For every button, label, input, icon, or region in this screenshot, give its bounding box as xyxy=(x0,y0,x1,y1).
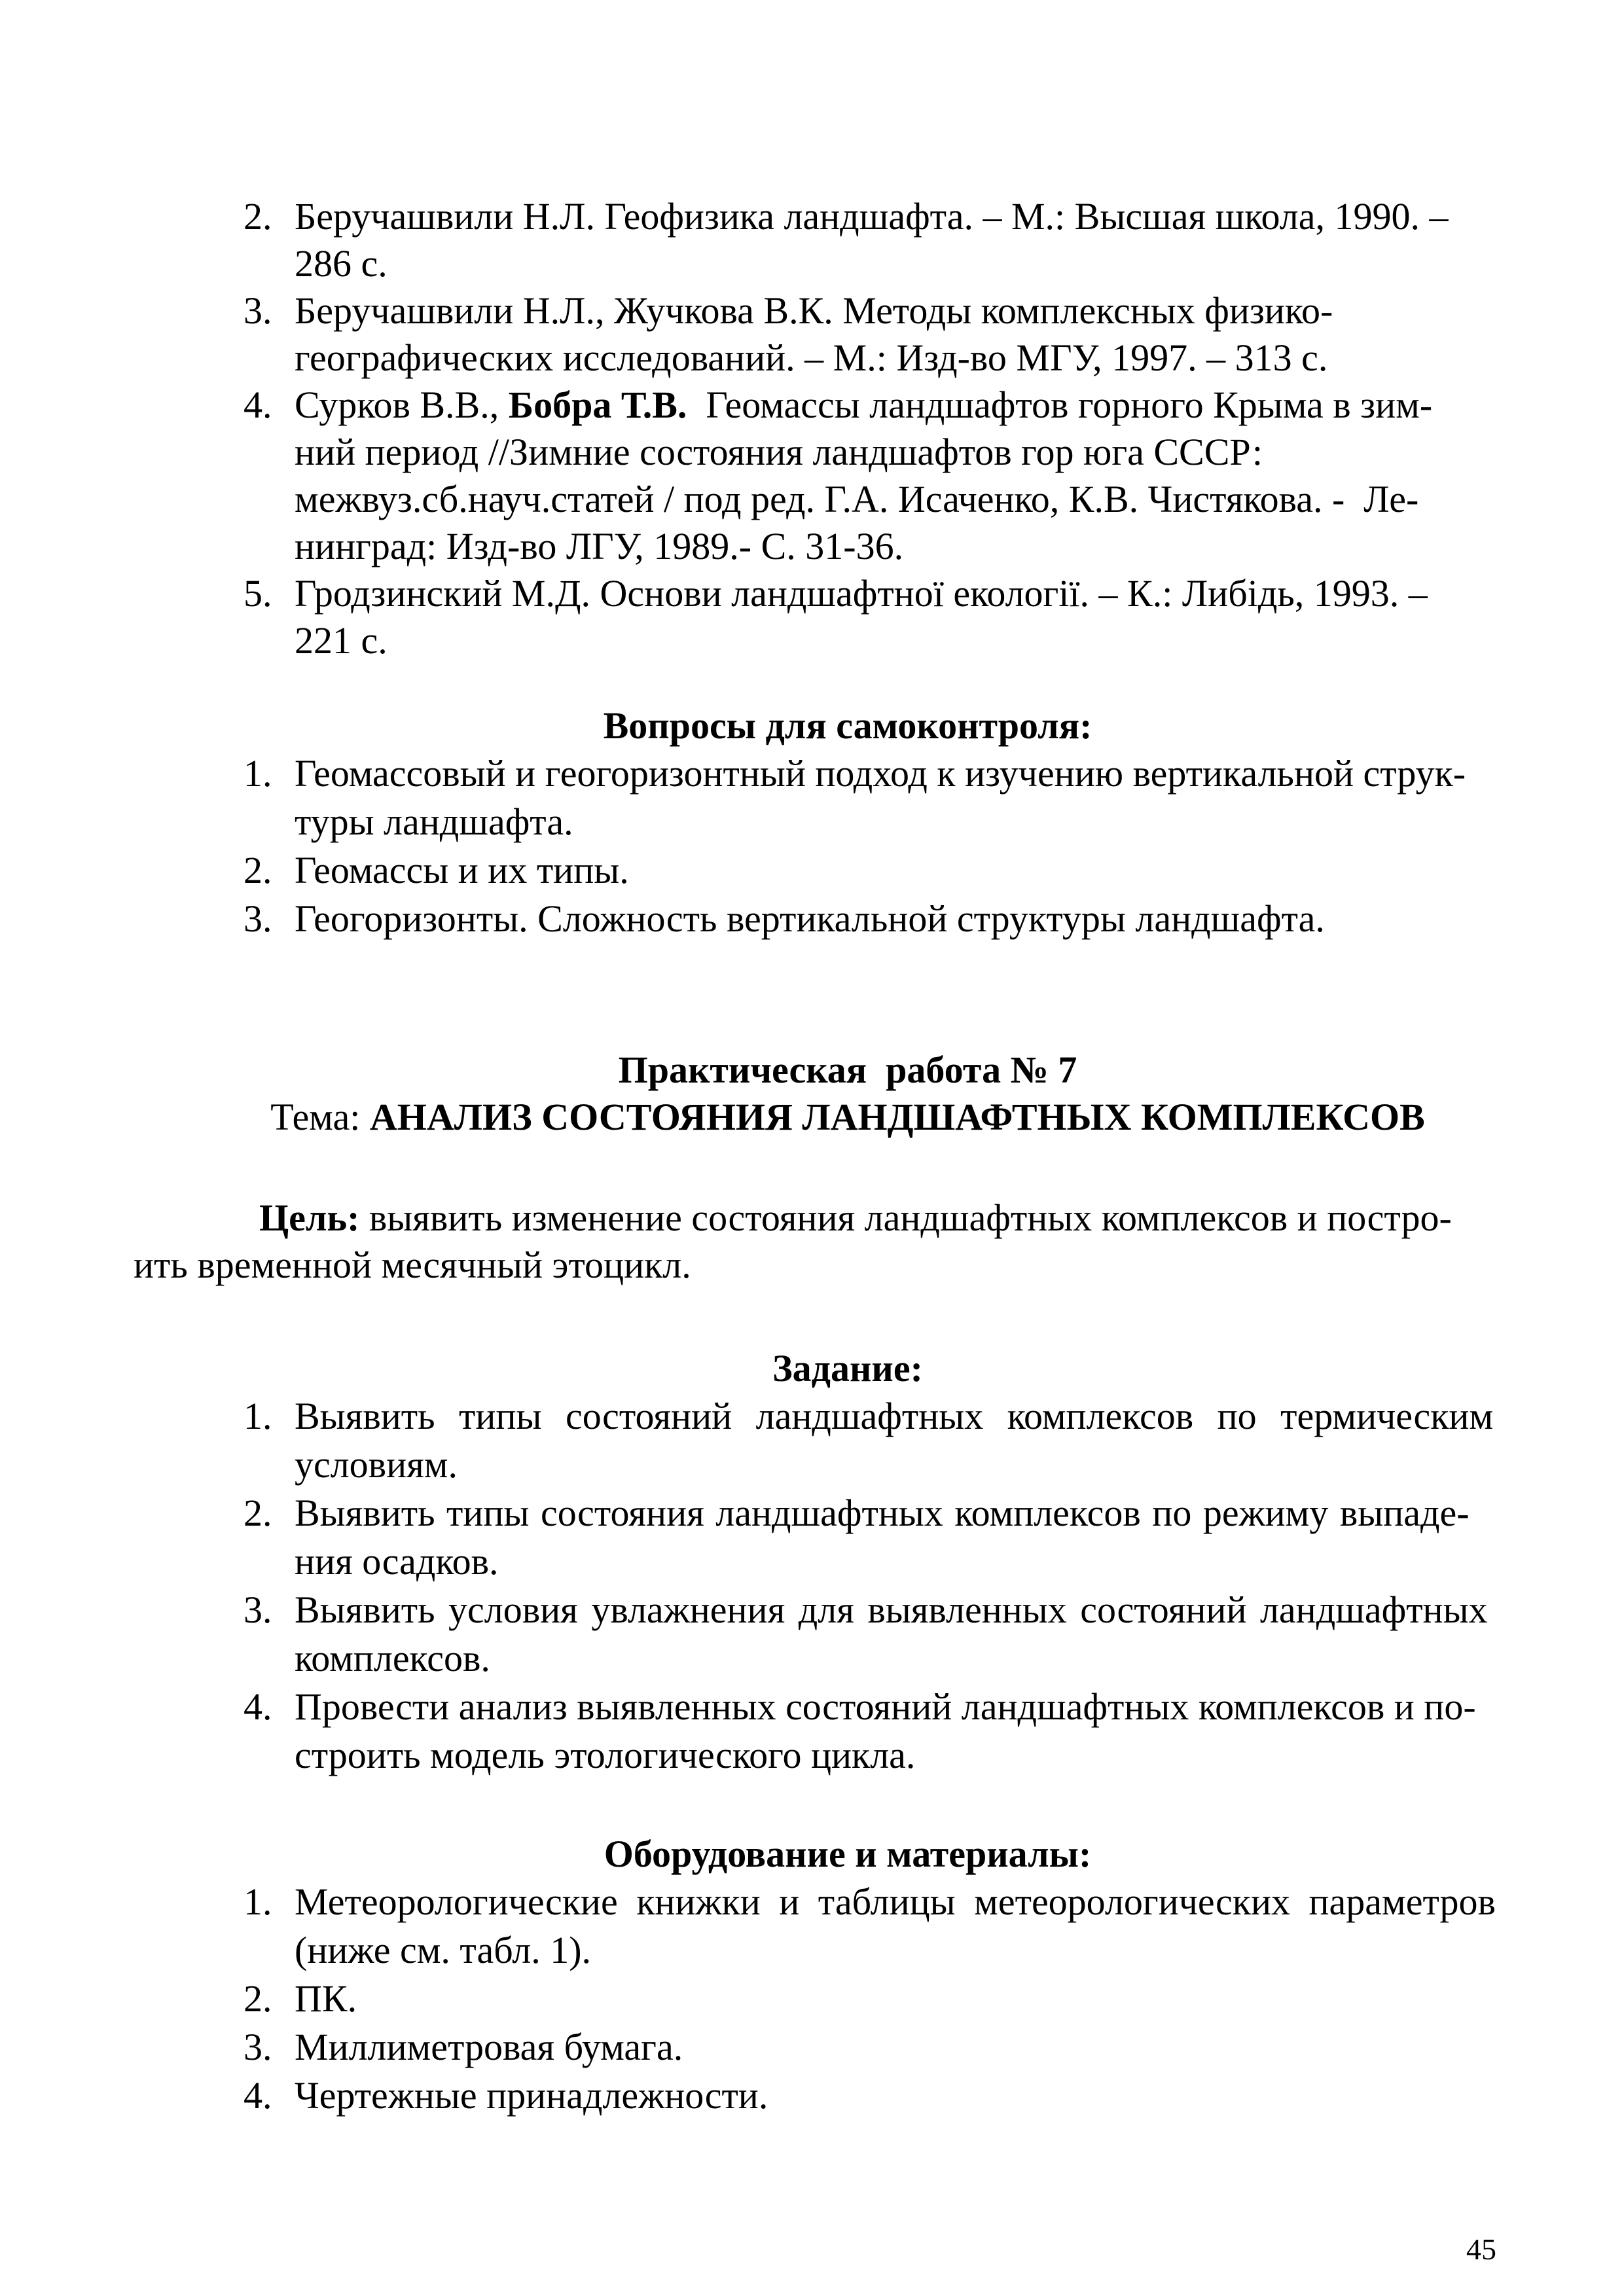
task-line: строить модель этологического цикла. xyxy=(295,1734,916,1776)
equipment-line: ПК. xyxy=(295,1977,357,2020)
equipment-heading: Оборудование и материалы: xyxy=(604,1833,1092,1875)
task-item xyxy=(196,1392,1499,1489)
question-line: Геомассовый и геогоризонтный подход к изучению вертикальной струк- xyxy=(295,752,1466,795)
goal-paragraph xyxy=(134,1194,1499,1289)
reference-line xyxy=(295,382,1499,429)
list-number: 4. xyxy=(244,1685,272,1728)
reference-line: ний период //Зимние состояния ландшафтов гор юга СССР: xyxy=(295,431,1263,473)
questions-list xyxy=(196,749,1499,943)
question-item xyxy=(196,749,1499,846)
task-line: ния осадков. xyxy=(295,1540,499,1583)
question-line: Геогоризонты. Сложность вертикальной структуры ландшафта. xyxy=(295,897,1325,940)
list-number: 3. xyxy=(244,1588,272,1631)
task-line: условиям. xyxy=(295,1443,458,1486)
reference-line: Беручашвили Н.Л. Геофизика ландшафта. – М.: Высшая школа, 1990. – xyxy=(295,195,1449,238)
reference-item xyxy=(196,570,1499,664)
reference-author-bold: Бобра Т.В. xyxy=(508,384,687,426)
reference-line: межвуз.сб.науч.статей / под ред. Г.А. Исаченко, К.В. Чистякова. - Ле- xyxy=(295,478,1419,520)
question-line: туры ландшафта. xyxy=(295,800,573,843)
equipment-line: Метеорологические книжки и таблицы метеорологических параметров xyxy=(295,1880,1496,1923)
page-number: 45 xyxy=(1466,2233,1496,2266)
reference-title: Геомассы ландшафтов горного Крыма в зим- xyxy=(687,384,1433,426)
list-number: 4. xyxy=(244,2074,272,2117)
reference-line: 221 с. xyxy=(295,619,388,662)
page-content xyxy=(134,193,1499,2120)
equipment-item xyxy=(196,1878,1499,1975)
goal-text: выявить изменение состояния ландшафтных комплексов и постро- xyxy=(359,1196,1452,1239)
reference-line: 286 с. xyxy=(295,242,388,285)
task-line: комплексов. xyxy=(295,1637,490,1679)
list-number: 2. xyxy=(244,1977,272,2020)
task-item xyxy=(196,1489,1499,1586)
list-number: 3. xyxy=(244,2026,272,2068)
reference-line: географических исследований. – М.: Изд-во МГУ, 1997. – 313 с. xyxy=(295,336,1328,379)
equipment-line: Чертежные принадлежности. xyxy=(295,2074,768,2117)
equipment-item xyxy=(196,1975,1499,2023)
references-list xyxy=(196,193,1499,664)
questions-heading: Вопросы для самоконтроля: xyxy=(603,704,1092,747)
task-item xyxy=(196,1683,1499,1780)
list-number: 4. xyxy=(244,384,272,426)
reference-line: нинград: Изд-во ЛГУ, 1989.- С. 31-36. xyxy=(295,525,904,567)
reference-line: Гродзинский М.Д. Основи ландшафтної екології. – К.: Либідь, 1993. – xyxy=(295,572,1428,615)
goal-line: ить временной месячный этоцикл. xyxy=(134,1244,691,1286)
list-number: 1. xyxy=(244,752,272,795)
reference-item xyxy=(196,382,1499,570)
task-line: Выявить условия увлажнения для выявленных состояний ландшафтных xyxy=(295,1588,1488,1631)
goal-label: Цель: xyxy=(259,1196,360,1239)
topic-text: АНАЛИЗ СОСТОЯНИЯ ЛАНДШАФТНЫХ КОМПЛЕКСОВ xyxy=(369,1096,1425,1138)
goal-line xyxy=(196,1194,1499,1242)
practical-work-title: Практическая работа № 7 xyxy=(618,1049,1077,1091)
equipment-line: Миллиметровая бумага. xyxy=(295,2026,683,2068)
list-number: 2. xyxy=(244,1492,272,1534)
practical-work-topic xyxy=(196,1094,1499,1141)
question-item xyxy=(196,895,1499,943)
question-line: Геомассы и их типы. xyxy=(295,849,629,891)
equipment-list xyxy=(196,1878,1499,2120)
list-number: 2. xyxy=(244,195,272,238)
list-number: 3. xyxy=(244,289,272,332)
task-line: Выявить типы состояний ландшафтных комплексов по термическим xyxy=(295,1395,1494,1437)
task-line: Провести анализ выявленных состояний ландшафтных комплексов и по- xyxy=(295,1685,1476,1728)
task-heading: Задание: xyxy=(772,1347,923,1390)
list-number: 1. xyxy=(244,1880,272,1923)
list-number: 5. xyxy=(244,572,272,615)
reference-item xyxy=(196,193,1499,287)
reference-line: Беручашвили Н.Л., Жучкова В.К. Методы комплексных физико- xyxy=(295,289,1333,332)
task-item xyxy=(196,1586,1499,1683)
equipment-item xyxy=(196,2072,1499,2120)
task-line: Выявить типы состояния ландшафтных комплексов по режиму выпаде- xyxy=(295,1492,1470,1534)
equipment-item xyxy=(196,2023,1499,2072)
list-number: 1. xyxy=(244,1395,272,1437)
list-number: 3. xyxy=(244,897,272,940)
equipment-line: (ниже см. табл. 1). xyxy=(295,1929,592,1971)
question-item xyxy=(196,846,1499,895)
reference-authors: Сурков В.В., xyxy=(295,384,509,426)
reference-item xyxy=(196,287,1499,382)
list-number: 2. xyxy=(244,849,272,891)
topic-label: Тема: xyxy=(270,1096,370,1138)
task-list xyxy=(196,1392,1499,1780)
